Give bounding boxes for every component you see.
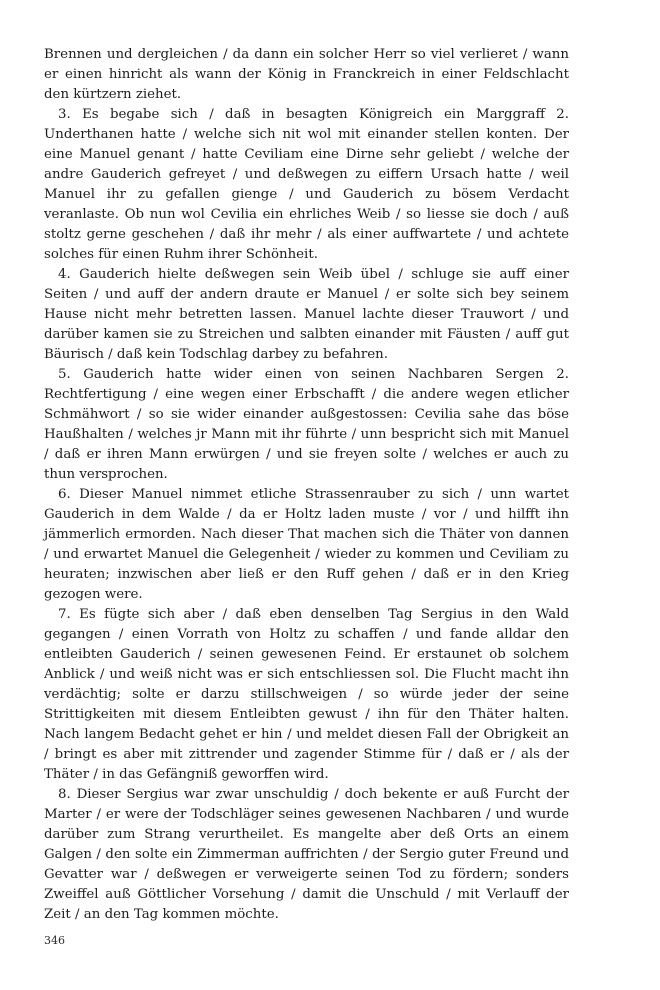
page-number: 346	[44, 934, 65, 947]
paragraph-7: 7. Es fügte sich aber / daß eben denselben Tag Sergius in den Wald gegangen / einen Vorrath von Holtz zu schaffen / und fande alldar den entleibten Gauderich / seinen gewesenen Feind. Er erstaunet ob solchem Anblick / und weiß nicht was er sich entschliessen sol. Die Flucht macht ihn verdächtig; solte er darzu stillschweigen / so würde jeder der seine Strittigkeiten mit diesem Entleibten gewust / ihn für den Thäter halten. Nach langem Bedacht gehet er hin / und meldet diesen Fall der Obrigkeit an / bringt es aber mit zittrender und zagender Stimme für / daß er / als der Thäter / in das Gefängniß geworffen wird.	[44, 607, 569, 782]
paragraph-continuation: Brennen und dergleichen / da dann ein solcher Herr so viel verlieret / wann er einen hinricht als wann der König in Franckreich in einer Feldschlacht den kürtzern ziehet.	[44, 47, 569, 102]
paragraph-3: 3. Es begabe sich / daß in besagten Königreich ein Marggraff 2. Underthanen hatte / welche sich nit wol mit einander stellen konten. Der eine Manuel genant / hatte Ceviliam eine Dirne sehr geliebt / welche der andre Gauderich gefreyet / und deßwegen zu eiffern Ursach hatte / weil Manuel ihr zu gefallen gienge / und Gauderich zu bösem Verdacht veranlaste. Ob nun wol Cevilia ein ehrliches Weib / so liesse sie doch / auß stoltz gerne geschehen / daß ihr mehr / als einer auffwartete / und achtete solches für einen Ruhm ihrer Schönheit.	[44, 107, 569, 262]
paragraph-6: 6. Dieser Manuel nimmet etliche Strassenrauber zu sich / unn wartet Gauderich in dem Walde / da er Holtz laden muste / vor / und hilfft ihn jämmerlich ermorden. Nach dieser That machen sich die Thäter von dannen / und erwartet Manuel die Gelegenheit / wieder zu kommen und Ceviliam zu heuraten; inzwischen aber ließ er den Ruff gehen / daß er in den Krieg gezogen were.	[44, 487, 569, 602]
paragraph-8: 8. Dieser Sergius war zwar unschuldig / doch bekente er auß Furcht der Marter / er were der Todschläger seines gewesenen Nachbaren / und wurde darüber zum Strang verurtheilet. Es mangelte aber deß Orts an einem Galgen / den solte ein Zimmerman auffrichten / der Sergio guter Freund und Gevatter war / deßwegen er verweigerte seinen Tod zu fördern; sonders Zweiffel auß Göttlicher Vorsehung / damit die Unschuld / mit Verlauff der Zeit / an den Tag kommen möchte.	[44, 787, 569, 922]
document-body	[44, 45, 569, 925]
paragraph-4: 4. Gauderich hielte deßwegen sein Weib übel / schluge sie auff einer Seiten / und auff der andern draute er Manuel / er solte sich bey seinem Hause nicht mehr betretten lassen. Manuel lachte dieser Trauwort / und darüber kamen sie zu Streichen und salbten einander mit Fäusten / auff gut Bäurisch / daß kein Todschlag darbey zu befahren.	[44, 267, 569, 362]
paragraph-5: 5. Gauderich hatte wider einen von seinen Nachbaren Sergen 2. Rechtfertigung / eine wegen einer Erbschafft / die andere wegen etlicher Schmähwort / so sie wider einander außgestossen: Cevilia sahe das böse Haußhalten / welches jr Mann mit ihr führte / unn bespricht sich mit Manuel / daß er ihren Mann erwürgen / und sie freyen solte / welches er auch zu thun versprochen.	[44, 367, 569, 482]
